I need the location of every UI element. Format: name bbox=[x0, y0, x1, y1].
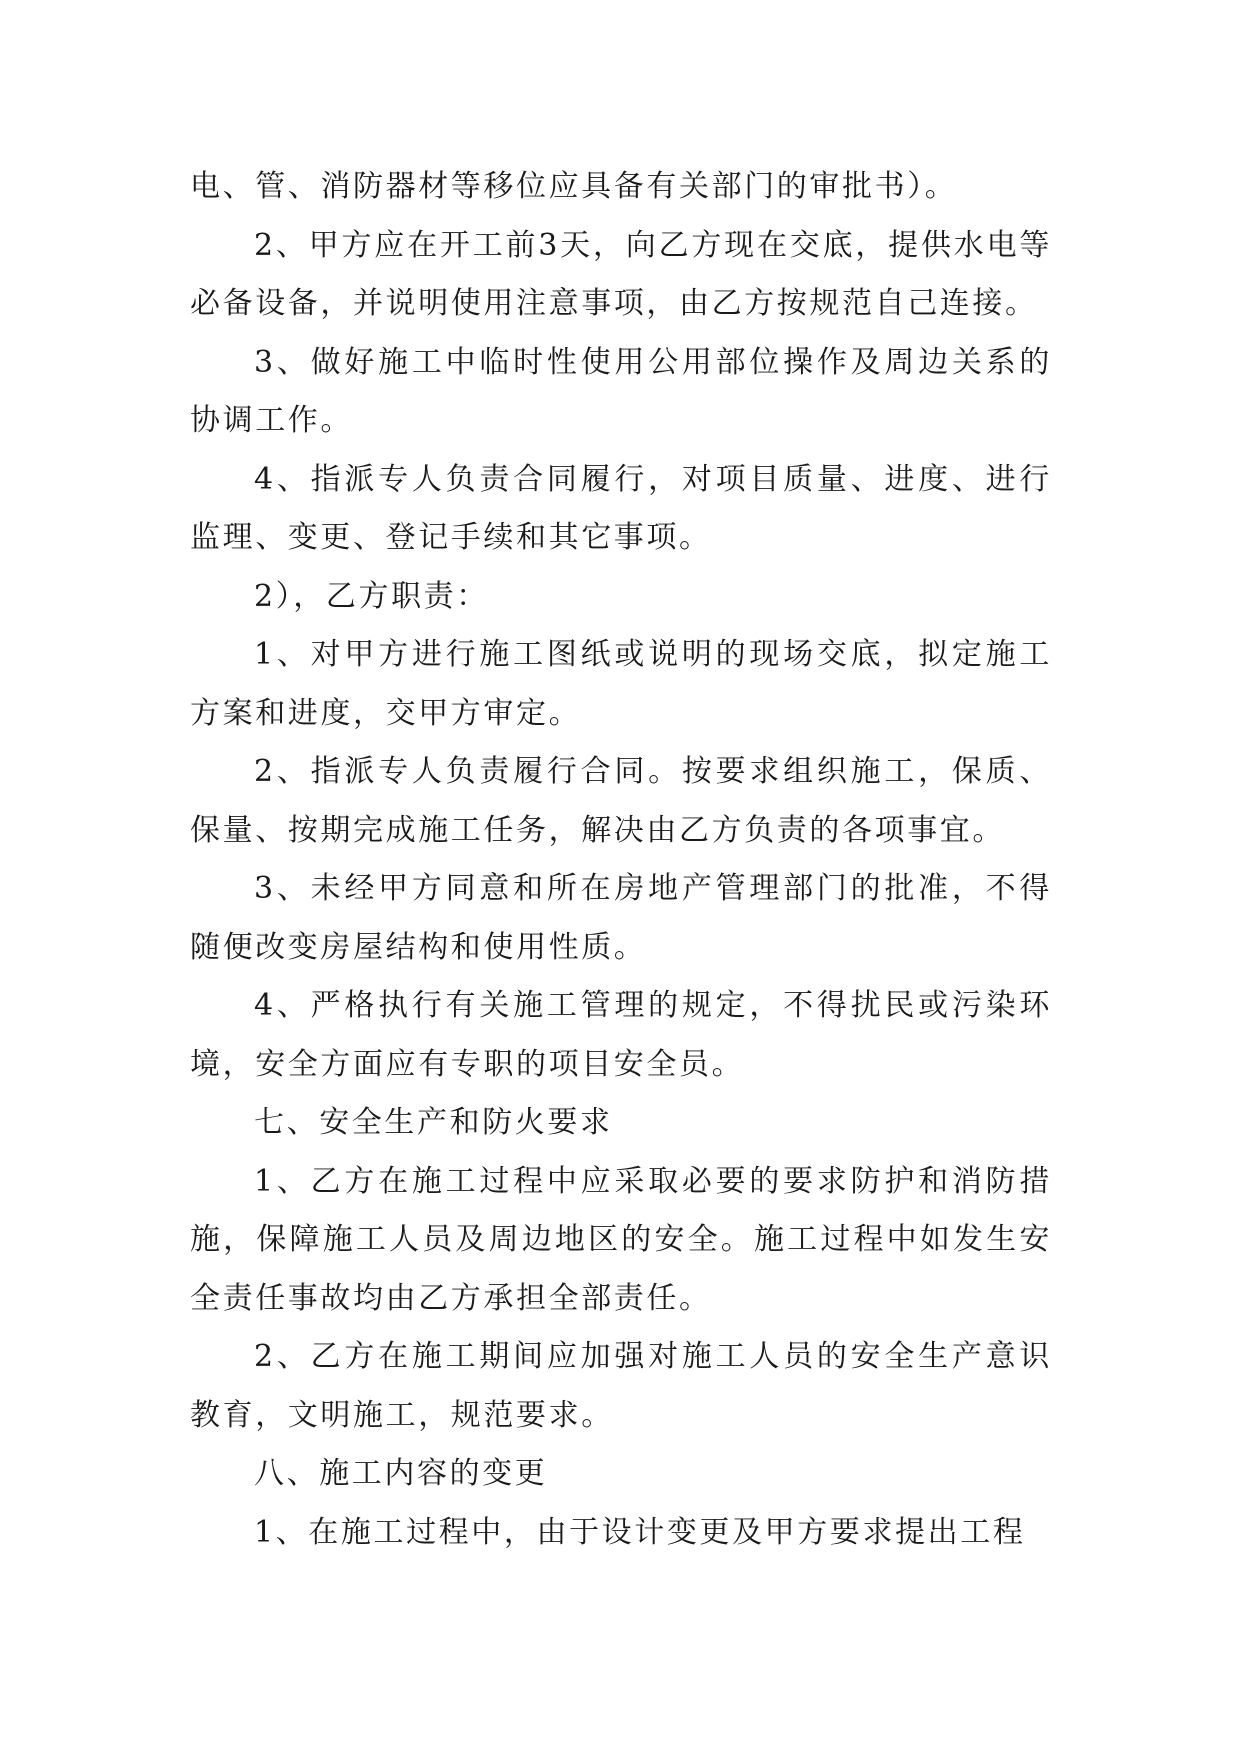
paragraph-6: 1、对甲方进行施工图纸或说明的现场交底，拟定施工方案和进度，交甲方审定。 bbox=[190, 637, 1052, 731]
paragraph-11: 1、乙方在施工过程中应采取必要的要求防护和消防措施，保障施工人员及周边地区的安全。施工过程中如发生安全责任事故均由乙方承担全部责任。 bbox=[190, 1163, 1052, 1316]
paragraph-3: 3、做好施工中临时性使用公用部位操作及周边关系的协调工作。 bbox=[190, 344, 1052, 438]
paragraph-9: 4、严格执行有关施工管理的规定，不得扰民或污染环境，安全方面应有专职的项目安全员。 bbox=[190, 988, 1052, 1082]
paragraph-14: 1、在施工过程中，由于设计变更及甲方要求提出工程 bbox=[254, 1514, 1026, 1550]
paragraph-1: 电、管、消防器材等移位应具备有关部门的审批书）。 bbox=[190, 169, 958, 204]
section-heading-party-b-duties: 2），乙方职责： bbox=[254, 578, 489, 614]
section-heading-safety: 七、安全生产和防火要求 bbox=[254, 1105, 613, 1140]
document-body bbox=[190, 158, 1052, 1562]
paragraph-12: 2、乙方在施工期间应加强对施工人员的安全生产意识教育，文明施工，规范要求。 bbox=[190, 1339, 1052, 1433]
paragraph-7: 2、指派专人负责履行合同。按要求组织施工，保质、保量、按期完成施工任务，解决由乙方负责的各项事宜。 bbox=[190, 754, 1052, 848]
section-heading-changes: 八、施工内容的变更 bbox=[254, 1456, 548, 1491]
paragraph-4: 4、指派专人负责合同履行，对项目质量、进度、进行监理、变更、登记手续和其它事项。 bbox=[190, 461, 1052, 555]
paragraph-8: 3、未经甲方同意和所在房地产管理部门的批准，不得随便改变房屋结构和使用性质。 bbox=[190, 871, 1052, 965]
paragraph-2: 2、甲方应在开工前3天，向乙方现在交底，提供水电等必备设备，并说明使用注意事项，由乙方按规范自己连接。 bbox=[190, 227, 1052, 321]
